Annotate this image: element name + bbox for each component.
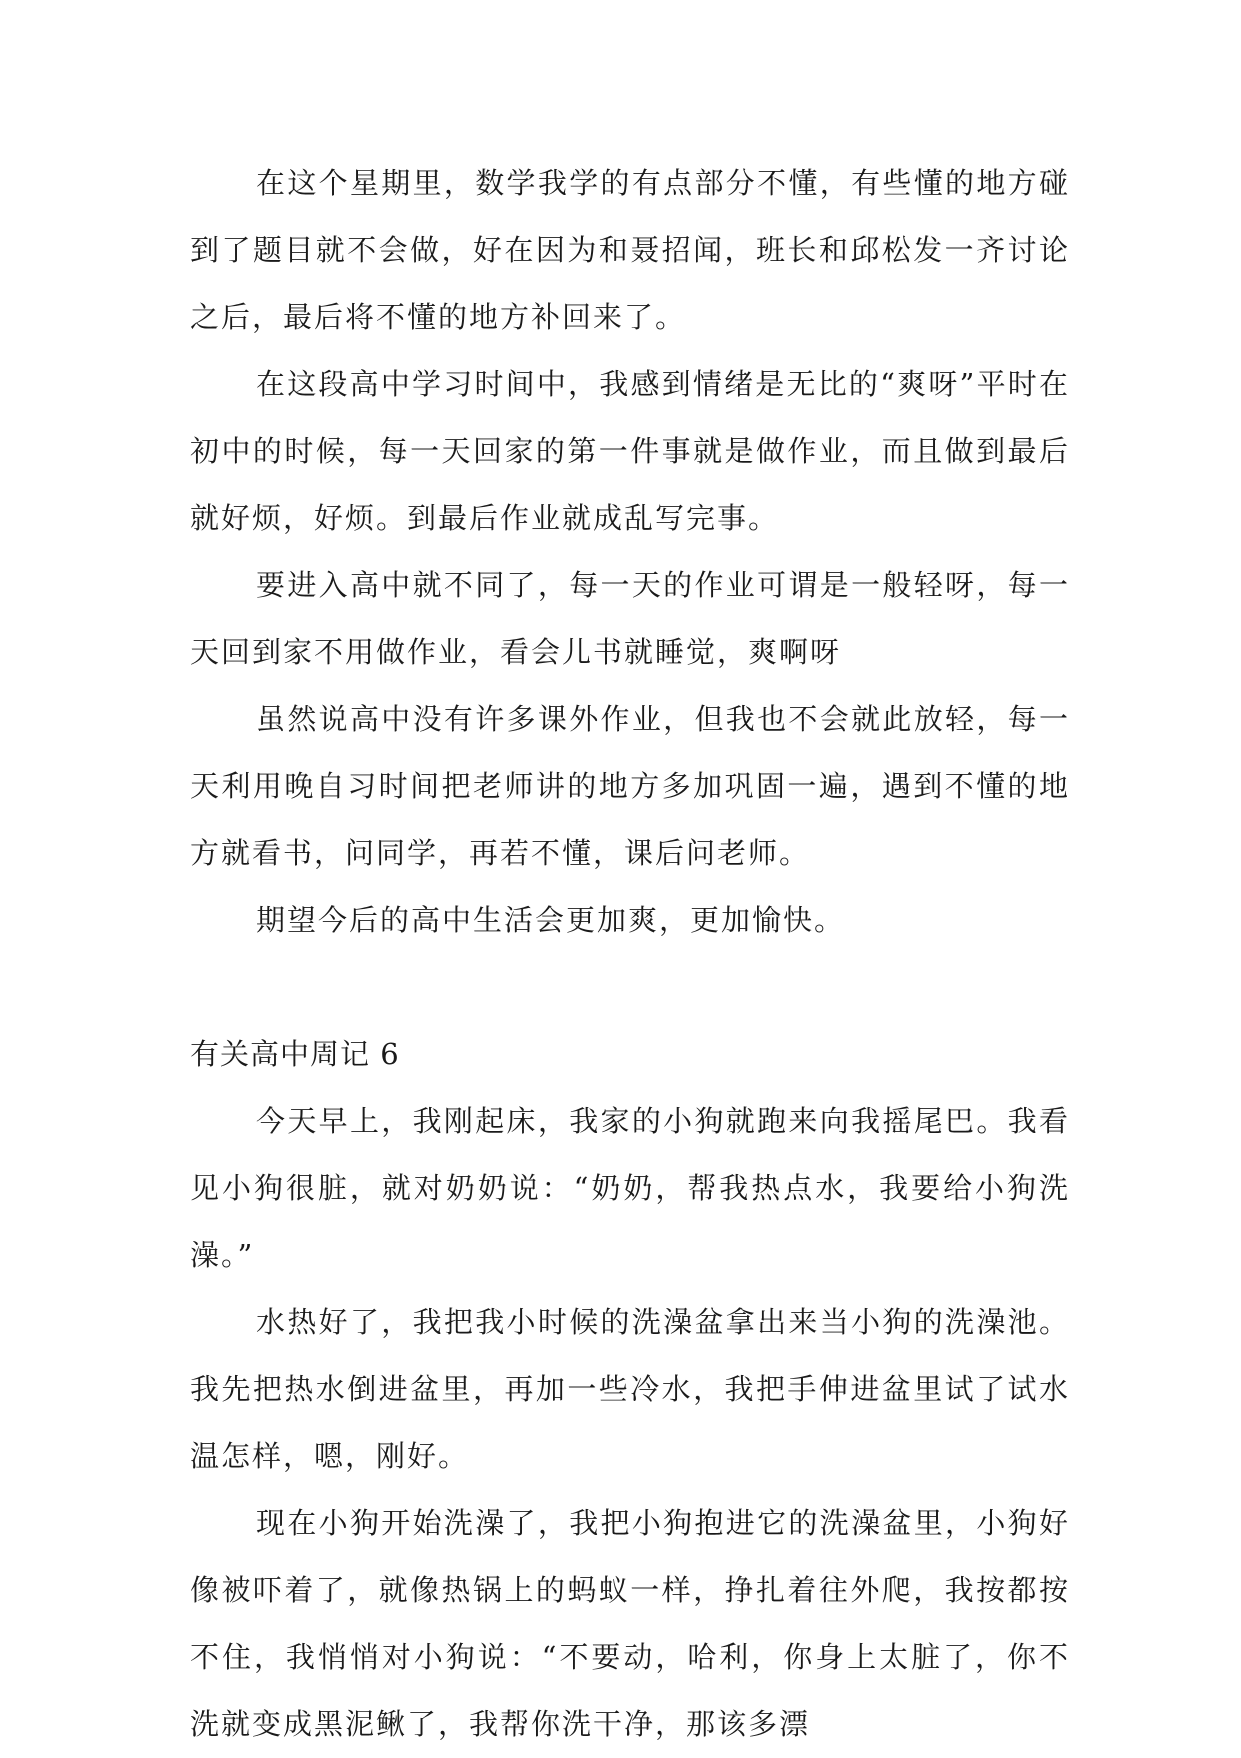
section-weekly-journal-6 [190, 1021, 1070, 1758]
paragraph: 要进入高中就不同了，每一天的作业可谓是一般轻呀，每一天回到家不用做作业，看会儿书就睡觉，爽啊呀 [190, 568, 1070, 669]
section-title: 有关高中周记 6 [190, 1037, 400, 1071]
paragraph: 现在小狗开始洗澡了，我把小狗抱进它的洗澡盆里，小狗好像被吓着了，就像热锅上的蚂蚁一样，挣扎着往外爬，我按都按不住，我悄悄对小狗说：“不要动，哈利，你身上太脏了，你不洗就变成黑泥鳅了，我帮你洗干净，那该多漂 [190, 1506, 1070, 1741]
paragraph: 今天早上，我刚起床，我家的小狗就跑来向我摇尾巴。我看见小狗很脏，就对奶奶说：“奶奶，帮我热点水，我要给小狗洗澡。” [190, 1104, 1070, 1272]
paragraph: 在这段高中学习时间中，我感到情绪是无比的“爽呀”平时在初中的时候，每一天回家的第一件事就是做作业，而且做到最后就好烦，好烦。到最后作业就成乱写完事。 [190, 367, 1070, 535]
document-page [190, 150, 1070, 1758]
paragraph: 水热好了，我把我小时候的洗澡盆拿出来当小狗的洗澡池。我先把热水倒进盆里，再加一些冷水，我把手伸进盆里试了试水温怎样，嗯，刚好。 [190, 1305, 1070, 1473]
paragraph: 期望今后的高中生活会更加爽，更加愉快。 [256, 903, 846, 937]
section-weekly-journal-5-end [190, 150, 1070, 954]
paragraph: 在这个星期里，数学我学的有点部分不懂，有些懂的地方碰到了题目就不会做，好在因为和聂招闻，班长和邱松发一齐讨论之后，最后将不懂的地方补回来了。 [190, 166, 1070, 334]
paragraph: 虽然说高中没有许多课外作业，但我也不会就此放轻，每一天利用晚自习时间把老师讲的地方多加巩固一遍，遇到不懂的地方就看书，问同学，再若不懂，课后问老师。 [190, 702, 1070, 870]
